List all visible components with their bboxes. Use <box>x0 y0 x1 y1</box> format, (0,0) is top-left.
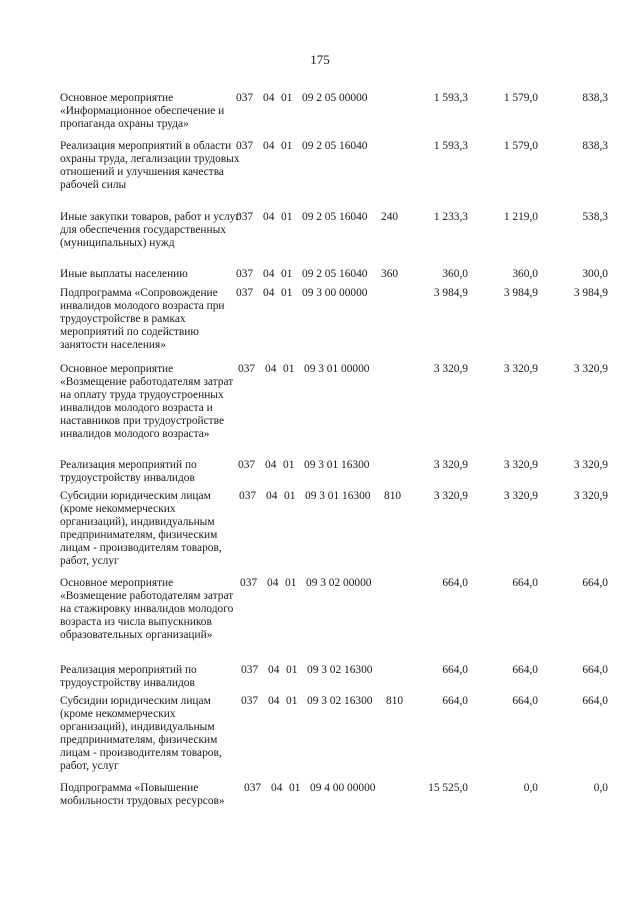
cell-sum1: 15 525,0 <box>428 782 468 794</box>
cell-subsection: 01 <box>289 782 301 794</box>
cell-sum1: 664,0 <box>442 664 468 676</box>
cell-sum3: 3 984,9 <box>573 287 608 299</box>
cell-vr: 240 <box>381 211 399 223</box>
cell-subsection: 01 <box>281 211 293 223</box>
cell-sum2: 360,0 <box>512 268 538 280</box>
cell-section: 04 <box>265 363 277 375</box>
cell-sum3: 3 320,9 <box>573 363 608 375</box>
cell-name: Субсидии юридическим лицам (кроме некоммерческих организаций), индивидуальным предпринимателям, физическим лицам - производителям товаров, работ, услуг <box>60 695 222 772</box>
cell-subsection: 01 <box>285 577 297 589</box>
cell-ministry: 037 <box>241 695 259 707</box>
cell-sum1: 360,0 <box>442 268 468 280</box>
cell-name: Подпрограмма «Повышение мобильности трудовых ресурсов» <box>60 782 225 807</box>
cell-vr: 810 <box>384 490 402 502</box>
cell-vr: 360 <box>381 268 399 280</box>
cell-section: 04 <box>263 287 275 299</box>
cell-sum3: 300,0 <box>582 268 608 280</box>
cell-ministry: 037 <box>239 490 257 502</box>
cell-target: 09 2 05 16040 <box>302 268 368 280</box>
cell-sum1: 3 320,9 <box>433 490 468 502</box>
cell-name: Реализация мероприятий в области охраны труда, легализации трудовых отношений и улучшения качества рабочей силы <box>60 140 240 191</box>
cell-sum3: 3 320,9 <box>573 490 608 502</box>
page-number: 175 <box>310 52 330 67</box>
cell-name: Иные закупки товаров, работ и услуг для обеспечения государственных (муниципальных) нужд <box>60 211 241 249</box>
cell-target: 09 3 02 16300 <box>307 695 373 707</box>
cell-subsection: 01 <box>286 695 298 707</box>
cell-sum1: 664,0 <box>442 577 468 589</box>
cell-section: 04 <box>266 490 278 502</box>
cell-sum2: 0,0 <box>523 782 538 794</box>
cell-sum3: 664,0 <box>582 695 608 707</box>
cell-ministry: 037 <box>241 664 259 676</box>
cell-subsection: 01 <box>284 490 296 502</box>
cell-sum1: 3 320,9 <box>433 363 468 375</box>
cell-ministry: 037 <box>236 140 254 152</box>
cell-section: 04 <box>267 577 279 589</box>
cell-name: Реализация мероприятий по трудоустройству инвалидов <box>60 459 197 484</box>
cell-sum3: 0,0 <box>593 782 608 794</box>
cell-sum2: 1 219,0 <box>503 211 538 223</box>
cell-target: 09 3 01 16300 <box>304 459 370 471</box>
cell-name: Основное мероприятие «Возмещение работодателям затрат на оплату труда трудоустроенных инвалидов молодого возраста и наставников при трудоустройстве инвалидов молодого возраста» <box>60 363 234 440</box>
cell-section: 04 <box>268 664 280 676</box>
cell-sum2: 3 320,9 <box>503 363 538 375</box>
cell-subsection: 01 <box>281 287 293 299</box>
cell-sum1: 1 233,3 <box>433 211 468 223</box>
cell-sum2: 3 320,9 <box>503 490 538 502</box>
cell-sum2: 1 579,0 <box>503 92 538 104</box>
cell-subsection: 01 <box>286 664 298 676</box>
cell-ministry: 037 <box>236 211 254 223</box>
cell-target: 09 4 00 00000 <box>310 782 376 794</box>
cell-sum1: 1 593,3 <box>433 92 468 104</box>
cell-name: Основное мероприятие «Информационное обеспечение и пропаганда охраны труда» <box>60 92 225 130</box>
cell-sum2: 3 320,9 <box>503 459 538 471</box>
cell-name: Основное мероприятие «Возмещение работодателям затрат на стажировку инвалидов молодого возраста из числа выпускников образовательных организаций» <box>60 577 234 641</box>
cell-name: Иные выплаты населению <box>60 268 188 280</box>
cell-target: 09 2 05 00000 <box>302 92 368 104</box>
cell-subsection: 01 <box>281 92 293 104</box>
cell-ministry: 037 <box>236 92 254 104</box>
cell-sum2: 664,0 <box>512 695 538 707</box>
cell-sum1: 3 320,9 <box>433 459 468 471</box>
cell-target: 09 2 05 16040 <box>302 211 368 223</box>
cell-sum3: 838,3 <box>582 92 608 104</box>
cell-ministry: 037 <box>236 287 254 299</box>
cell-section: 04 <box>268 695 280 707</box>
cell-subsection: 01 <box>281 268 293 280</box>
cell-sum3: 664,0 <box>582 577 608 589</box>
cell-ministry: 037 <box>238 459 256 471</box>
cell-ministry: 037 <box>238 363 256 375</box>
cell-sum2: 1 579,0 <box>503 140 538 152</box>
cell-section: 04 <box>271 782 283 794</box>
cell-target: 09 3 00 00000 <box>302 287 368 299</box>
cell-subsection: 01 <box>283 363 295 375</box>
cell-section: 04 <box>263 268 275 280</box>
cell-ministry: 037 <box>240 577 258 589</box>
cell-sum3: 3 320,9 <box>573 459 608 471</box>
cell-name: Субсидии юридическим лицам (кроме некоммерческих организаций), индивидуальным предпринимателям, физическим лицам - производителям товаров, работ, услуг <box>60 490 222 567</box>
cell-sum1: 1 593,3 <box>433 140 468 152</box>
cell-vr: 810 <box>386 695 404 707</box>
cell-target: 09 3 01 16300 <box>305 490 371 502</box>
cell-target: 09 3 02 16300 <box>307 664 373 676</box>
cell-ministry: 037 <box>244 782 262 794</box>
cell-subsection: 01 <box>281 140 293 152</box>
cell-section: 04 <box>263 211 275 223</box>
cell-sum1: 3 984,9 <box>433 287 468 299</box>
cell-name: Подпрограмма «Сопровождение инвалидов молодого возраста при трудоустройстве в рамках мероприятий по содействию занятости населения» <box>60 287 225 351</box>
cell-sum3: 664,0 <box>582 664 608 676</box>
cell-subsection: 01 <box>283 459 295 471</box>
cell-section: 04 <box>263 92 275 104</box>
cell-sum3: 538,3 <box>582 211 608 223</box>
cell-target: 09 3 02 00000 <box>306 577 372 589</box>
cell-sum2: 664,0 <box>512 664 538 676</box>
cell-name: Реализация мероприятий по трудоустройству инвалидов <box>60 664 197 689</box>
cell-target: 09 3 01 00000 <box>304 363 370 375</box>
cell-target: 09 2 05 16040 <box>302 140 368 152</box>
cell-ministry: 037 <box>236 268 254 280</box>
cell-section: 04 <box>263 140 275 152</box>
cell-sum3: 838,3 <box>582 140 608 152</box>
cell-sum1: 664,0 <box>442 695 468 707</box>
cell-section: 04 <box>265 459 277 471</box>
cell-sum2: 3 984,9 <box>503 287 538 299</box>
cell-sum2: 664,0 <box>512 577 538 589</box>
